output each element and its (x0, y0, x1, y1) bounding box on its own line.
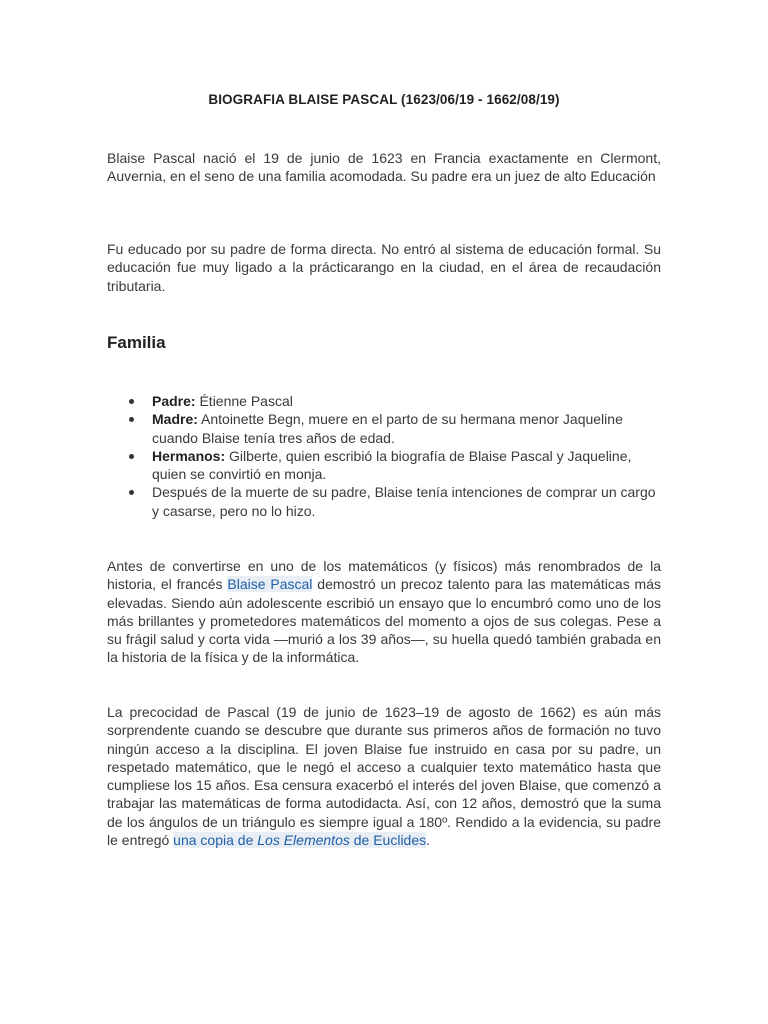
precocity-paragraph (107, 703, 661, 849)
list-item (125, 447, 665, 484)
euclides-link[interactable] (173, 832, 426, 848)
bullet-icon (129, 454, 134, 459)
list-item-text: Antoinette Begn, muere en el parto de su hermana menor Jaqueline cuando Blaise tenía tres años de edad. (152, 411, 623, 446)
list-item-text: Gilberte, quien escribió la biografía de Blaise Pascal y Jaqueline, quien se convirtió en monja. (152, 447, 632, 483)
career-text-after: demostró un precoz talento para las matemáticas más elevadas. Siendo aún adolescente escribió un ensayo que lo encumbró como uno de los más brillantes y prometedores matemáticos del momento a ojos de sus colegas. Pese a su frágil salud y corta vida —murió a los 39 años—, su huella quedó también grabada en la historia de la física y de la informática. (107, 576, 661, 666)
precocity-text-before: La precocidad de Pascal (19 de junio de 1623–19 de agosto de 1662) es aún más sorprendente cuando se descubre que durante sus primeros años de formación no tuvo ningún acceso a la disciplina. El joven Blaise fue instruido en casa por su padre, un respetado matemático, que le negó el acceso a cualquier texto matemático hasta que cumpliese los 15 años. Esa censura exacerbó el interés del joven Blaise, que comenzó a trabajar las matemáticas de forma autodidacta. Así, con 12 años, demostró que la suma de los ángulos de un triángulo es siempre igual a 180º. Rendido a la evidencia, su padre le entregó (107, 704, 661, 849)
list-item-label: Hermanos: (152, 447, 226, 464)
euclides-link-title: Los Elementos (257, 832, 350, 849)
list-item-text: Después de la muerte de su padre, Blaise tenía intenciones de comprar un cargo y casarse, pero no lo hizo. (152, 484, 656, 519)
list-item-text: Étienne Pascal (195, 393, 293, 409)
euclides-link-part-c: de Euclides (349, 832, 427, 849)
intro-paragraph: Blaise Pascal nació el 19 de junio de 1623 en Francia exactamente en Clermont, Auvernia, en el seno de una familia acomodada. Su padre era un juez de alto Educación (107, 150, 661, 185)
list-item-label: Madre: (152, 411, 198, 428)
list-item (125, 483, 665, 520)
bullet-icon (129, 490, 134, 495)
document-title: BIOGRAFIA BLAISE PASCAL (1623/06/19 - 1662/08/19) (208, 92, 560, 107)
career-paragraph (107, 557, 661, 667)
list-item (125, 392, 665, 410)
bullet-icon (129, 417, 134, 422)
blaise-pascal-link[interactable]: Blaise Pascal (227, 576, 313, 593)
familia-heading: Familia (107, 333, 166, 352)
precocity-text-after: . (426, 832, 431, 849)
career-text-before: Antes de convertirse en uno de los matemáticos (y físicos) más renombrados de la historia, el francés (107, 558, 661, 593)
list-item-label: Padre: (152, 393, 196, 409)
familia-list (125, 392, 665, 520)
education-paragraph: Fu educado por su padre de forma directa. No entró al sistema de educación formal. Su educación fue muy ligado a la prácticarango en la ciudad, en el área de recaudación tributaria. (107, 241, 661, 294)
euclides-link-part-a: una copia de (173, 832, 258, 849)
list-item (125, 410, 665, 447)
bullet-icon (129, 399, 134, 404)
